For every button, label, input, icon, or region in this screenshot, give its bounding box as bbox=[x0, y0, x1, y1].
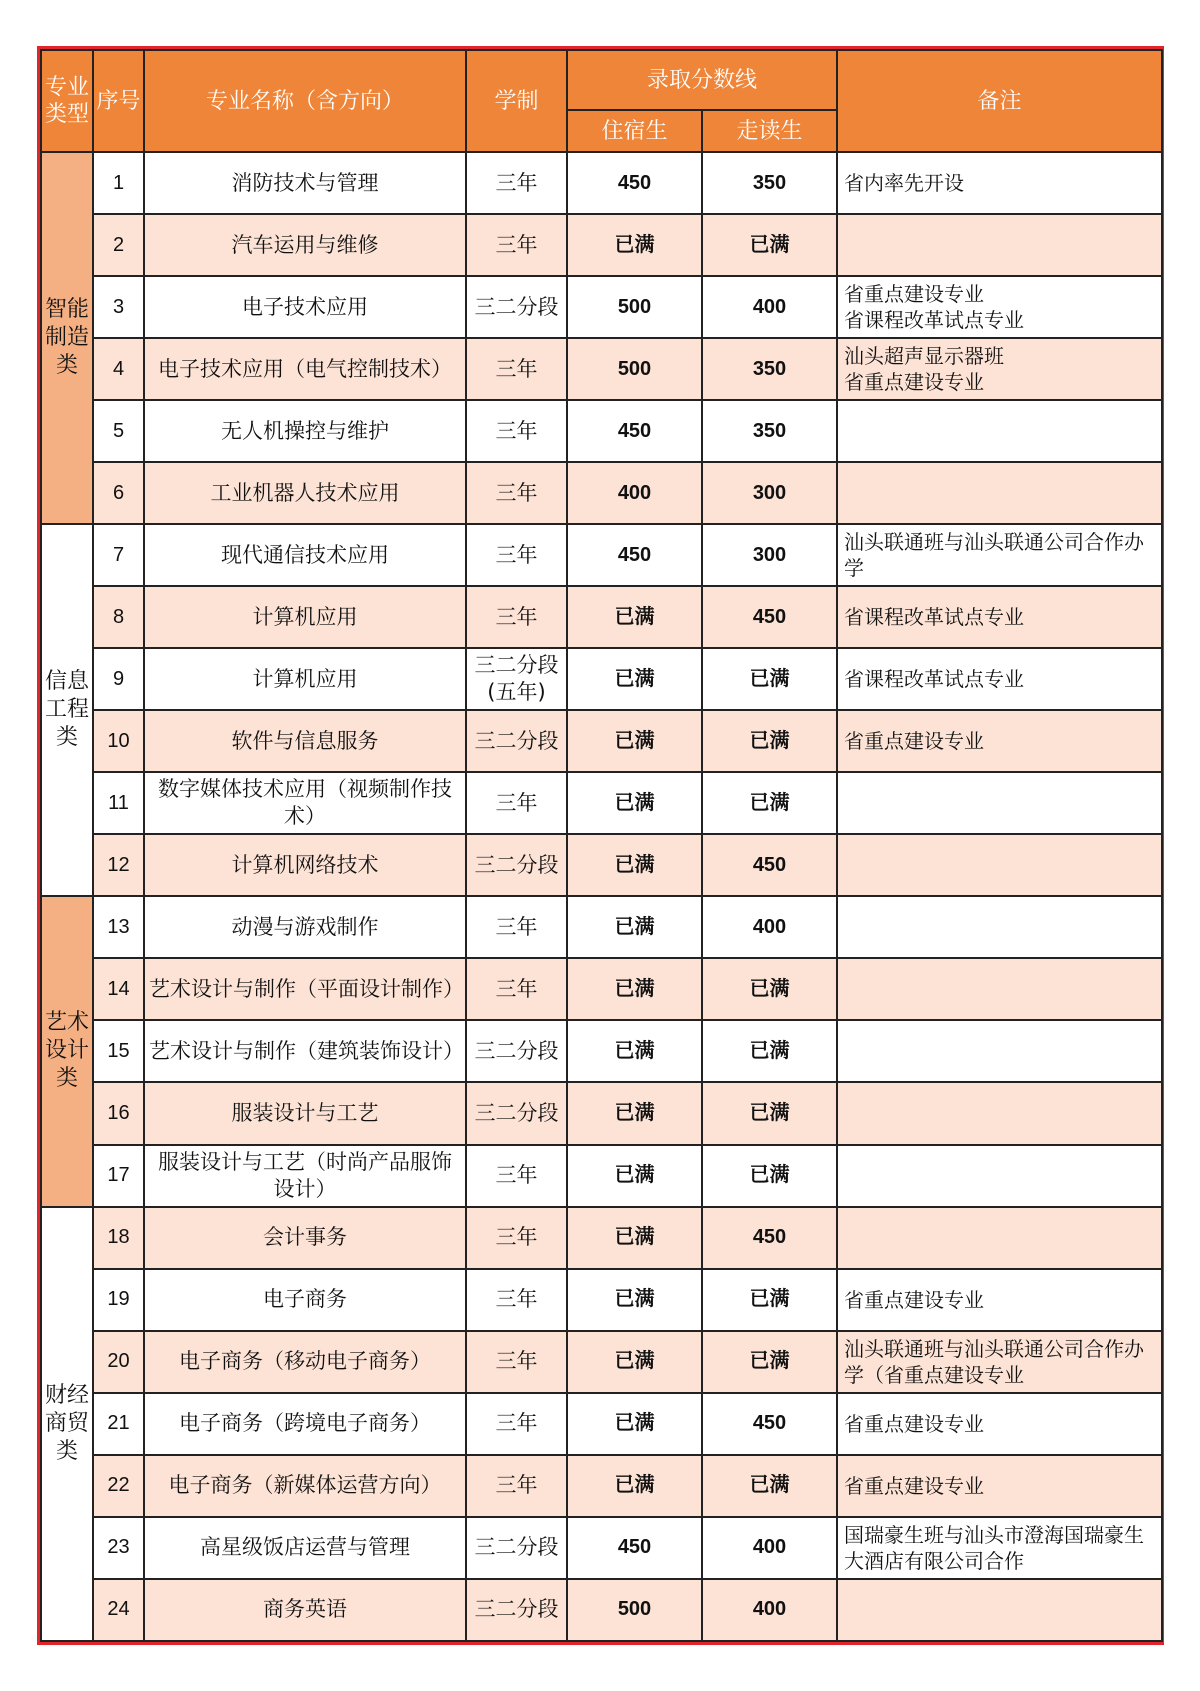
boarding-score-cell: 已满 bbox=[567, 1082, 702, 1144]
seq-cell: 19 bbox=[93, 1269, 144, 1331]
boarding-score-cell: 已满 bbox=[567, 896, 702, 958]
boarding-score-cell: 已满 bbox=[567, 834, 702, 896]
header-notes: 备注 bbox=[837, 50, 1162, 152]
boarding-score-cell: 500 bbox=[567, 276, 702, 338]
boarding-score-cell: 已满 bbox=[567, 1269, 702, 1331]
duration-cell: 三二分段 bbox=[466, 276, 567, 338]
day-score-cell: 350 bbox=[702, 152, 837, 214]
table-row bbox=[41, 214, 1162, 276]
table-body bbox=[41, 152, 1162, 1641]
boarding-score-cell: 450 bbox=[567, 524, 702, 586]
day-score-cell: 已满 bbox=[702, 648, 837, 710]
duration-cell: 三年 bbox=[466, 152, 567, 214]
duration-cell: 三年 bbox=[466, 586, 567, 648]
admission-score-table bbox=[40, 49, 1163, 1642]
seq-cell: 3 bbox=[93, 276, 144, 338]
notes-cell: 省内率先开设 bbox=[837, 152, 1162, 214]
program-name-cell: 商务英语 bbox=[144, 1579, 466, 1641]
boarding-score-cell: 已满 bbox=[567, 586, 702, 648]
notes-cell bbox=[837, 1020, 1162, 1082]
table-row bbox=[41, 338, 1162, 400]
seq-cell: 17 bbox=[93, 1145, 144, 1207]
boarding-score-cell: 500 bbox=[567, 1579, 702, 1641]
notes-cell: 省重点建设专业 bbox=[837, 710, 1162, 772]
duration-cell: 三年 bbox=[466, 1393, 567, 1455]
day-score-cell: 已满 bbox=[702, 958, 837, 1020]
notes-cell bbox=[837, 772, 1162, 834]
boarding-score-cell: 400 bbox=[567, 462, 702, 524]
seq-cell: 12 bbox=[93, 834, 144, 896]
program-name-cell: 电子商务（移动电子商务） bbox=[144, 1331, 466, 1393]
table-row bbox=[41, 152, 1162, 214]
notes-cell: 省课程改革试点专业 bbox=[837, 648, 1162, 710]
notes-cell bbox=[837, 834, 1162, 896]
notes-cell bbox=[837, 1145, 1162, 1207]
notes-cell: 汕头超声显示器班 省重点建设专业 bbox=[837, 338, 1162, 400]
notes-cell bbox=[837, 400, 1162, 462]
program-name-cell: 计算机应用 bbox=[144, 586, 466, 648]
boarding-score-cell: 已满 bbox=[567, 1207, 702, 1269]
program-name-cell: 电子商务（新媒体运营方向） bbox=[144, 1455, 466, 1517]
notes-cell bbox=[837, 958, 1162, 1020]
day-score-cell: 350 bbox=[702, 338, 837, 400]
program-name-cell: 电子商务 bbox=[144, 1269, 466, 1331]
program-name-cell: 电子商务（跨境电子商务） bbox=[144, 1393, 466, 1455]
duration-cell: 三二分段 bbox=[466, 1082, 567, 1144]
boarding-score-cell: 500 bbox=[567, 338, 702, 400]
notes-cell bbox=[837, 462, 1162, 524]
boarding-score-cell: 已满 bbox=[567, 772, 702, 834]
category-cell: 艺术设计类 bbox=[41, 896, 93, 1206]
program-name-cell: 无人机操控与维护 bbox=[144, 400, 466, 462]
day-score-cell: 已满 bbox=[702, 1082, 837, 1144]
seq-cell: 8 bbox=[93, 586, 144, 648]
notes-cell: 省课程改革试点专业 bbox=[837, 586, 1162, 648]
table-row bbox=[41, 400, 1162, 462]
table-row bbox=[41, 710, 1162, 772]
table-row bbox=[41, 1455, 1162, 1517]
duration-cell: 三二分段 bbox=[466, 834, 567, 896]
table-row bbox=[41, 1393, 1162, 1455]
day-score-cell: 已满 bbox=[702, 1269, 837, 1331]
duration-cell: 三年 bbox=[466, 462, 567, 524]
boarding-score-cell: 已满 bbox=[567, 1020, 702, 1082]
day-score-cell: 已满 bbox=[702, 1020, 837, 1082]
notes-cell: 省重点建设专业 bbox=[837, 1455, 1162, 1517]
table-row bbox=[41, 958, 1162, 1020]
boarding-score-cell: 已满 bbox=[567, 1393, 702, 1455]
duration-cell: 三年 bbox=[466, 1207, 567, 1269]
day-score-cell: 450 bbox=[702, 1207, 837, 1269]
seq-cell: 1 bbox=[93, 152, 144, 214]
header-seq: 序号 bbox=[93, 50, 144, 152]
program-name-cell: 消防技术与管理 bbox=[144, 152, 466, 214]
seq-cell: 2 bbox=[93, 214, 144, 276]
table-row bbox=[41, 1020, 1162, 1082]
table-row bbox=[41, 1517, 1162, 1579]
duration-cell: 三年 bbox=[466, 338, 567, 400]
table-row bbox=[41, 772, 1162, 834]
notes-cell bbox=[837, 1082, 1162, 1144]
program-name-cell: 电子技术应用 bbox=[144, 276, 466, 338]
seq-cell: 5 bbox=[93, 400, 144, 462]
program-name-cell: 工业机器人技术应用 bbox=[144, 462, 466, 524]
program-name-cell: 软件与信息服务 bbox=[144, 710, 466, 772]
seq-cell: 11 bbox=[93, 772, 144, 834]
duration-cell: 三年 bbox=[466, 896, 567, 958]
boarding-score-cell: 已满 bbox=[567, 648, 702, 710]
program-name-cell: 艺术设计与制作（建筑装饰设计） bbox=[144, 1020, 466, 1082]
seq-cell: 20 bbox=[93, 1331, 144, 1393]
header-score-group: 录取分数线 bbox=[567, 50, 837, 110]
duration-cell: 三年 bbox=[466, 1455, 567, 1517]
duration-cell: 三二分段 bbox=[466, 1020, 567, 1082]
header-category: 专业类型 bbox=[41, 50, 93, 152]
category-cell: 智能制造类 bbox=[41, 152, 93, 524]
seq-cell: 16 bbox=[93, 1082, 144, 1144]
day-score-cell: 350 bbox=[702, 400, 837, 462]
program-name-cell: 汽车运用与维修 bbox=[144, 214, 466, 276]
seq-cell: 22 bbox=[93, 1455, 144, 1517]
table-row bbox=[41, 1145, 1162, 1207]
table-row bbox=[41, 462, 1162, 524]
table-row bbox=[41, 1579, 1162, 1641]
program-name-cell: 计算机网络技术 bbox=[144, 834, 466, 896]
day-score-cell: 已满 bbox=[702, 1455, 837, 1517]
duration-cell: 三年 bbox=[466, 524, 567, 586]
boarding-score-cell: 已满 bbox=[567, 1455, 702, 1517]
day-score-cell: 450 bbox=[702, 586, 837, 648]
notes-cell: 汕头联通班与汕头联通公司合作办学（省重点建设专业 bbox=[837, 1331, 1162, 1393]
day-score-cell: 400 bbox=[702, 276, 837, 338]
admission-table-frame bbox=[37, 46, 1164, 1645]
notes-cell bbox=[837, 1579, 1162, 1641]
table-row bbox=[41, 524, 1162, 586]
day-score-cell: 450 bbox=[702, 834, 837, 896]
boarding-score-cell: 450 bbox=[567, 400, 702, 462]
duration-cell: 三二分段 bbox=[466, 710, 567, 772]
boarding-score-cell: 已满 bbox=[567, 1145, 702, 1207]
boarding-score-cell: 已满 bbox=[567, 214, 702, 276]
notes-cell bbox=[837, 896, 1162, 958]
day-score-cell: 已满 bbox=[702, 772, 837, 834]
seq-cell: 9 bbox=[93, 648, 144, 710]
table-row bbox=[41, 834, 1162, 896]
category-cell: 信息工程类 bbox=[41, 524, 93, 896]
table-row bbox=[41, 896, 1162, 958]
header-duration: 学制 bbox=[466, 50, 567, 152]
seq-cell: 6 bbox=[93, 462, 144, 524]
program-name-cell: 艺术设计与制作（平面设计制作） bbox=[144, 958, 466, 1020]
seq-cell: 23 bbox=[93, 1517, 144, 1579]
day-score-cell: 已满 bbox=[702, 214, 837, 276]
seq-cell: 21 bbox=[93, 1393, 144, 1455]
header-name: 专业名称（含方向） bbox=[144, 50, 466, 152]
duration-cell: 三二分段 bbox=[466, 1517, 567, 1579]
program-name-cell: 计算机应用 bbox=[144, 648, 466, 710]
program-name-cell: 电子技术应用（电气控制技术） bbox=[144, 338, 466, 400]
day-score-cell: 450 bbox=[702, 1393, 837, 1455]
notes-cell: 汕头联通班与汕头联通公司合作办学 bbox=[837, 524, 1162, 586]
boarding-score-cell: 450 bbox=[567, 1517, 702, 1579]
program-name-cell: 会计事务 bbox=[144, 1207, 466, 1269]
boarding-score-cell: 已满 bbox=[567, 710, 702, 772]
notes-cell bbox=[837, 1207, 1162, 1269]
boarding-score-cell: 已满 bbox=[567, 958, 702, 1020]
seq-cell: 13 bbox=[93, 896, 144, 958]
table-row bbox=[41, 1269, 1162, 1331]
table-row bbox=[41, 1331, 1162, 1393]
seq-cell: 15 bbox=[93, 1020, 144, 1082]
seq-cell: 24 bbox=[93, 1579, 144, 1641]
seq-cell: 7 bbox=[93, 524, 144, 586]
day-score-cell: 400 bbox=[702, 1579, 837, 1641]
header-day: 走读生 bbox=[702, 110, 837, 152]
boarding-score-cell: 已满 bbox=[567, 1331, 702, 1393]
seq-cell: 4 bbox=[93, 338, 144, 400]
notes-cell bbox=[837, 214, 1162, 276]
seq-cell: 14 bbox=[93, 958, 144, 1020]
duration-cell: 三年 bbox=[466, 958, 567, 1020]
duration-cell: 三年 bbox=[466, 772, 567, 834]
notes-cell: 省重点建设专业 bbox=[837, 1269, 1162, 1331]
duration-cell: 三二分段 (五年) bbox=[466, 648, 567, 710]
table-row bbox=[41, 276, 1162, 338]
table-row bbox=[41, 586, 1162, 648]
duration-cell: 三年 bbox=[466, 1269, 567, 1331]
program-name-cell: 动漫与游戏制作 bbox=[144, 896, 466, 958]
program-name-cell: 高星级饭店运营与管理 bbox=[144, 1517, 466, 1579]
program-name-cell: 服装设计与工艺 bbox=[144, 1082, 466, 1144]
table-row bbox=[41, 1082, 1162, 1144]
day-score-cell: 已满 bbox=[702, 710, 837, 772]
program-name-cell: 数字媒体技术应用（视频制作技术） bbox=[144, 772, 466, 834]
table-row bbox=[41, 648, 1162, 710]
boarding-score-cell: 450 bbox=[567, 152, 702, 214]
notes-cell: 国瑞豪生班与汕头市澄海国瑞豪生大酒店有限公司合作 bbox=[837, 1517, 1162, 1579]
duration-cell: 三年 bbox=[466, 1331, 567, 1393]
duration-cell: 三年 bbox=[466, 214, 567, 276]
day-score-cell: 300 bbox=[702, 462, 837, 524]
duration-cell: 三二分段 bbox=[466, 1579, 567, 1641]
day-score-cell: 400 bbox=[702, 1517, 837, 1579]
program-name-cell: 现代通信技术应用 bbox=[144, 524, 466, 586]
header-boarding: 住宿生 bbox=[567, 110, 702, 152]
table-row bbox=[41, 1207, 1162, 1269]
notes-cell: 省重点建设专业 省课程改革试点专业 bbox=[837, 276, 1162, 338]
duration-cell: 三年 bbox=[466, 1145, 567, 1207]
day-score-cell: 300 bbox=[702, 524, 837, 586]
day-score-cell: 已满 bbox=[702, 1331, 837, 1393]
category-cell: 财经商贸类 bbox=[41, 1207, 93, 1641]
duration-cell: 三年 bbox=[466, 400, 567, 462]
notes-cell: 省重点建设专业 bbox=[837, 1393, 1162, 1455]
day-score-cell: 400 bbox=[702, 896, 837, 958]
seq-cell: 10 bbox=[93, 710, 144, 772]
seq-cell: 18 bbox=[93, 1207, 144, 1269]
program-name-cell: 服装设计与工艺（时尚产品服饰设计） bbox=[144, 1145, 466, 1207]
day-score-cell: 已满 bbox=[702, 1145, 837, 1207]
